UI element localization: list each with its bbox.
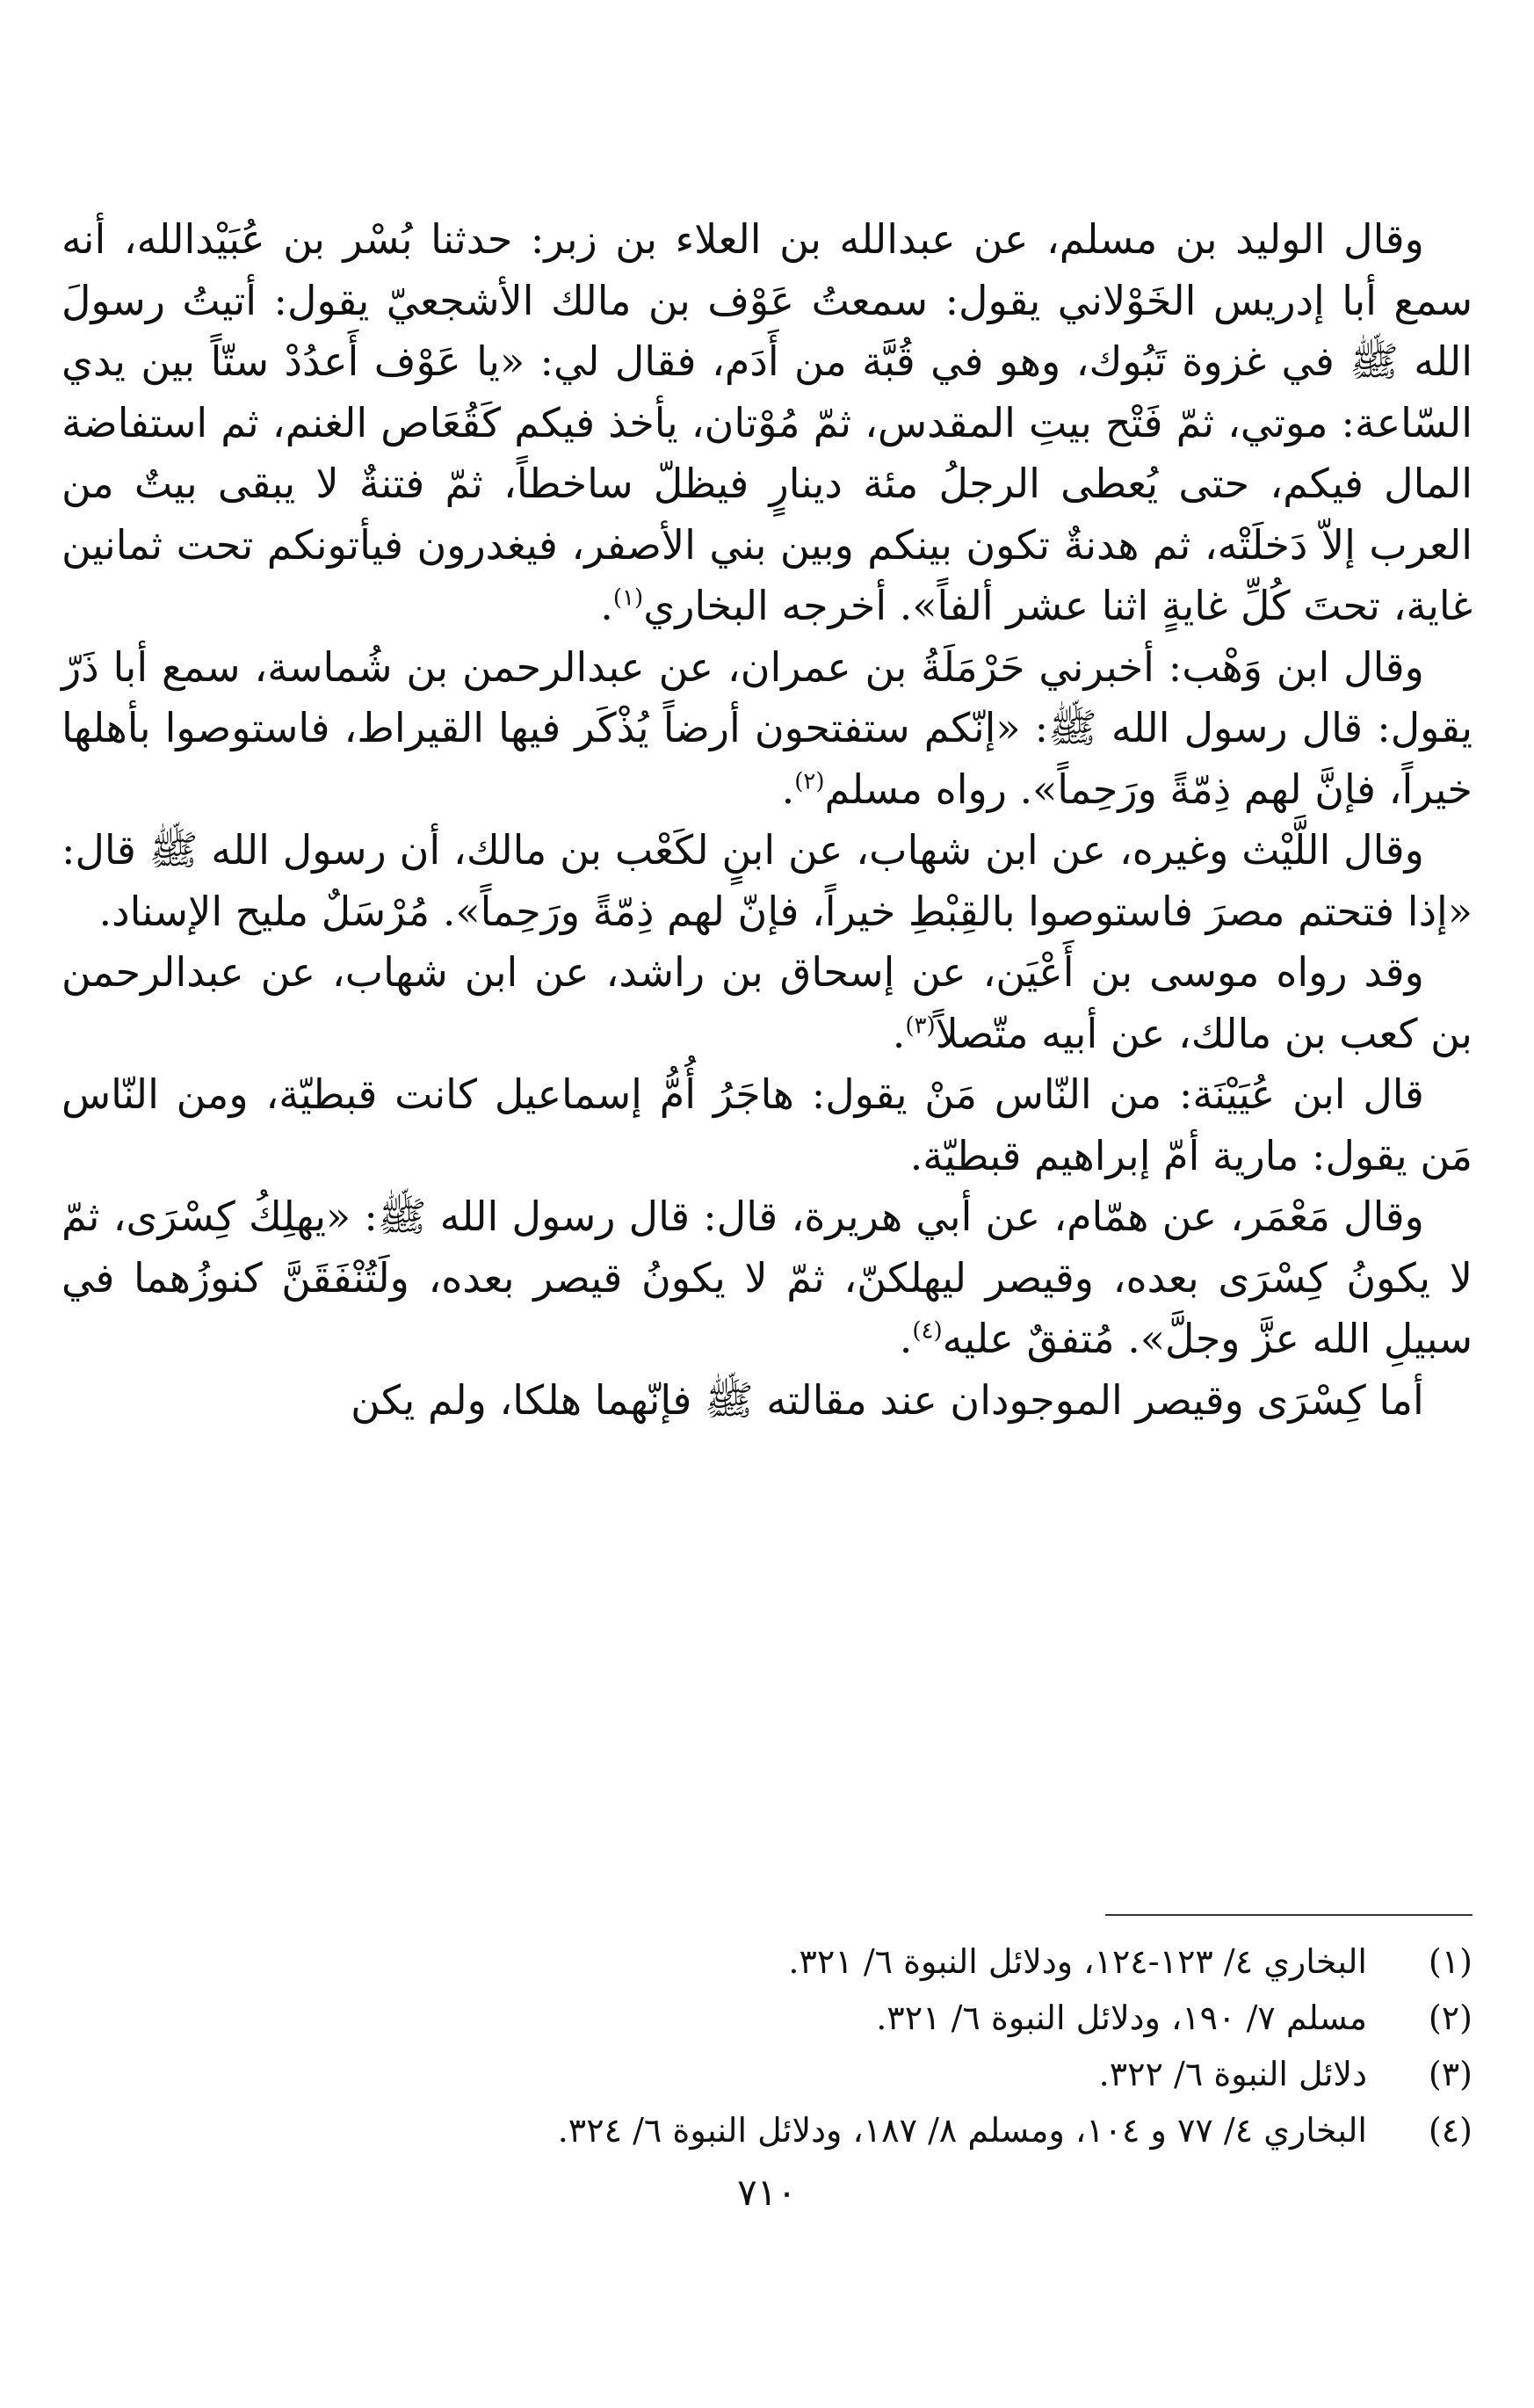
footnote-2 [62, 1990, 1472, 2046]
paragraph-7: أما كِسْرَى وقيصر الموجودان عند مقالته ﷺ فإنّهما هلكا، ولم يكن [351, 1375, 1424, 1424]
paragraph-2: وقال ابن وَهْب: أخبرني حَرْمَلَةُ بن عمران، عن عبدالرحمن بن شُماسة، سمع أبا ذَرّ يقول: قال رسول الله ﷺ: «إنّكم ستفتحون أرضاً يُذْكَر فيها القيراط، فاستوصوا بأهلها خيراً، فإنَّ لهم ذِمّةً ورَحِماً». رواه مسلم$^{(٢)}$. [62, 642, 1472, 813]
footnote-ref-4[interactable]: (٤) [912, 1317, 943, 1345]
paragraph-6: وقال مَعْمَر، عن همّام، عن أبي هريرة، قال: قال رسول الله ﷺ: «يهلِكُ كِسْرَى، ثمّ لا يكونُ كِسْرَى بعده، وقيصر ليهلكنّ، ثمّ لا يكونُ قيصر بعده، ولَتُنْفَقَنَّ كنوزُهما في سبيلِ الله عزَّ وجلَّ». مُتفقٌ عليه$^{(٤)}$. [62, 1193, 1472, 1362]
footnote-text: البخاري ٤/ ١٢٣-١٢٤، ودلائل النبوة ٦/ ٣٢١. [788, 1942, 1367, 1981]
paragraph-3: وقال اللَّيْث وغيره، عن ابن شهاب، عن ابنٍ لكَعْب بن مالك، أن رسول الله ﷺ قال: «إذا فتحتم مصرَ فاستوصوا بالقِبْطِ خيراً، فإنّ لهم ذِمّةً ورَحِماً». مُرْسَلٌ مليح الإسناد. [62, 826, 1472, 935]
footnote-separator [1105, 1914, 1472, 1916]
main-text [62, 209, 1472, 1431]
footnote-text: دلائل النبوة ٦/ ٣٢٢. [1098, 2055, 1367, 2093]
footnote-3 [62, 2046, 1472, 2102]
footnote-number: (٣) [1428, 2055, 1472, 2093]
footnote-text: مسلم ٧/ ١٩٠، ودلائل النبوة ٦/ ٣٢١. [876, 1998, 1367, 2037]
footnotes [62, 1933, 1472, 2158]
paragraph-4: وقد رواه موسى بن أَعْيَن، عن إسحاق بن راشد، عن ابن شهاب، عن عبدالرحمن بن كعب بن مالك، عن أبيه متّصلاً$^{(٣)}$. [62, 948, 1472, 1057]
footnote-4 [62, 2102, 1472, 2158]
footnote-number: (١) [1428, 1942, 1472, 1981]
footnote-1 [62, 1933, 1472, 1990]
footnote-ref-2[interactable]: (٢) [794, 768, 825, 795]
footnote-text: البخاري ٤/ ٧٧ و ١٠٤، ومسلم ٨/ ١٨٧، ودلائل النبوة ٦/ ٣٢٤. [557, 2111, 1367, 2150]
footnote-number: (٢) [1428, 1998, 1472, 2037]
paragraph-1: وقال الوليد بن مسلم، عن عبدالله بن العلاء بن زبر: حدثنا بُسْر بن عُبَيْدالله، أنه سمع أبا إدريس الخَوْلاني يقول: سمعتُ عَوْف بن مالك الأشجعيّ يقول: أتيتُ رسولَ الله ﷺ في غزوة تَبُوك، وهو في قُبَّة من أَدَم، فقال لي: «يا عَوْف أَعدُدْ ستّاً بين يدي السّاعة: موتي، ثمّ فَتْح بيتِ المقدس، ثمّ مُوْتان، يأخذ فيكم كَقُعَاص الغنم، ثم استفاضة المال فيكم، حتى يُعطى الرجلُ مئة دينارٍ فيظلّ ساخطاً، ثمّ فتنةٌ لا يبقى بيتٌ من العرب إلاّ دَخلَتْه، ثم هدنةٌ تكون بينكم وبين بني الأصفر، فيغدرون فيأتونكم تحت ثمانين غاية، تحتَ كُلِّ غايةٍ اثنا عشر ألفاً». أخرجه البخاري$^{(١)}$. [62, 215, 1473, 629]
footnote-ref-3[interactable]: (٣) [905, 1012, 936, 1040]
paragraph-5: قال ابن عُيَيْنَة: من النّاس مَنْ يقول: هاجَرُ أُمُّ إسماعيل كانت قبطيّة، ومن النّاس مَن يقول: مارية أمّ إبراهيم قبطيّة. [62, 1070, 1472, 1179]
page-number: ٧١٠ [737, 2171, 797, 2214]
footnote-ref-1[interactable]: (١) [612, 584, 644, 612]
footnote-number: (٤) [1428, 2111, 1472, 2150]
